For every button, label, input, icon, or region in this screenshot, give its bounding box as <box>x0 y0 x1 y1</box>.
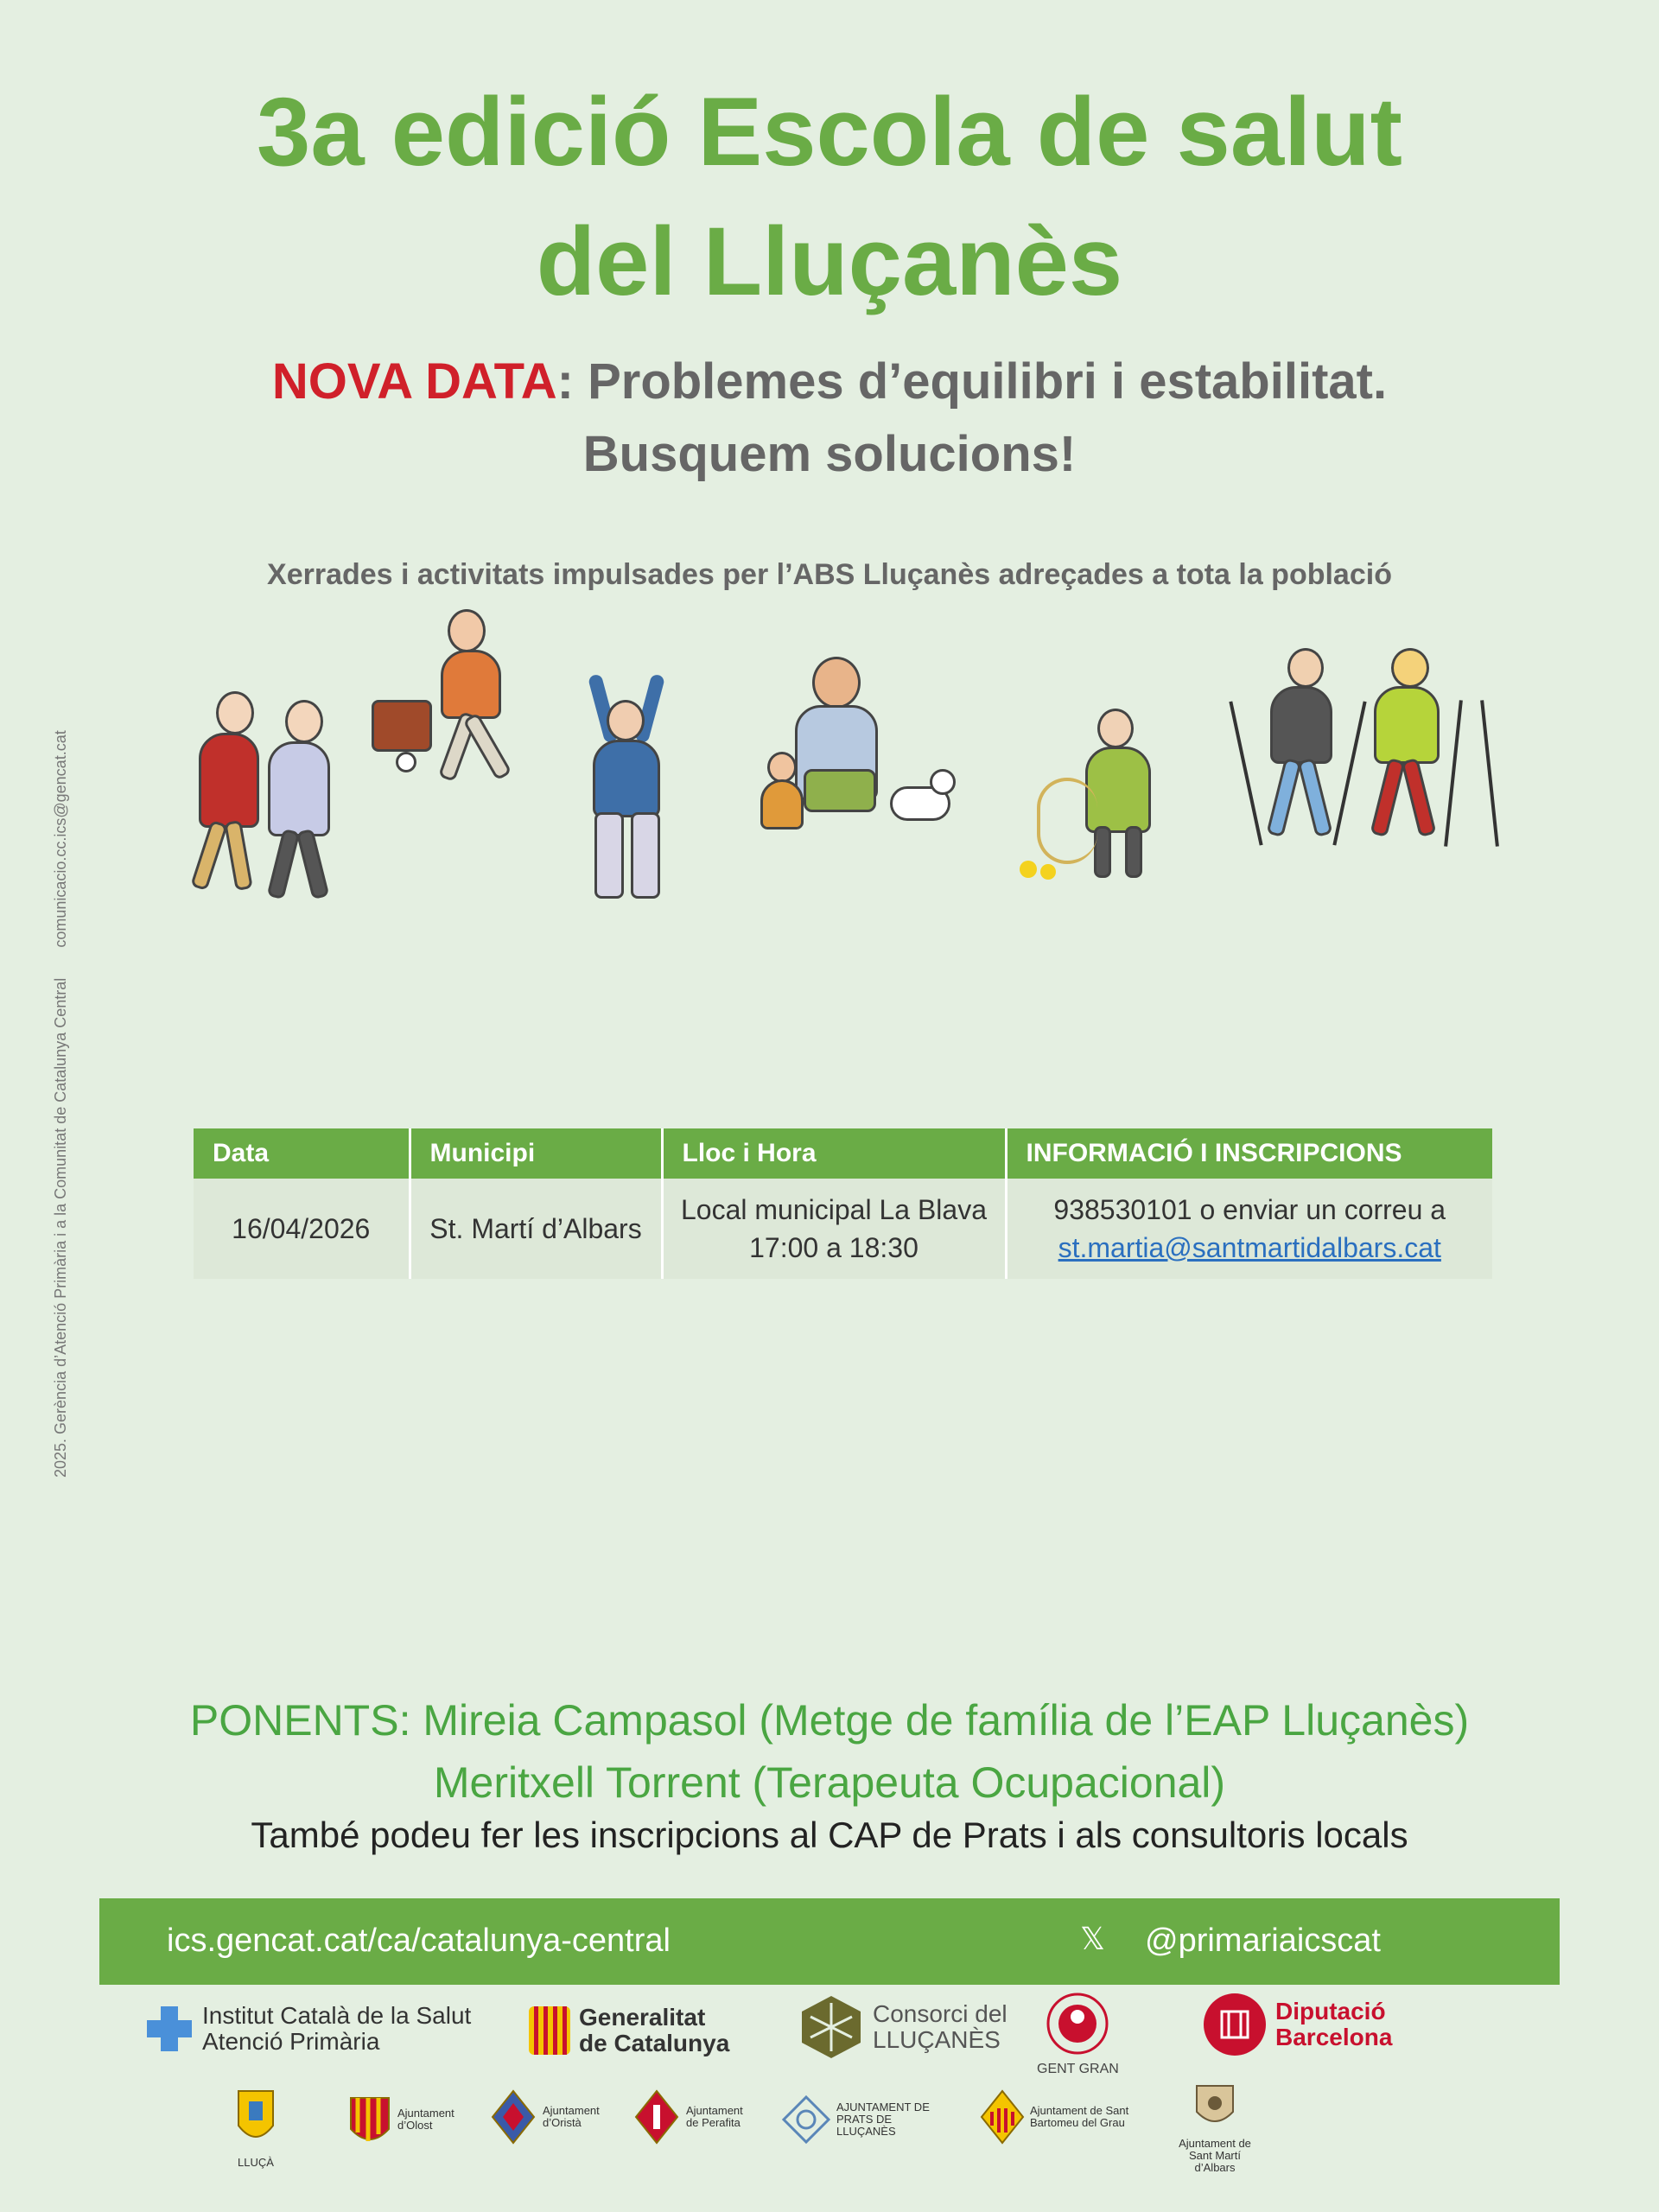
title-line-1: 3a edició Escola de salut <box>257 78 1402 186</box>
generalitat-logo <box>529 2005 729 2056</box>
activity-illustration <box>164 605 1512 933</box>
senyera-icon <box>529 2006 570 2055</box>
phone-text: 938530101 o enviar un correu a <box>1053 1194 1446 1225</box>
orista-shield-icon <box>489 2086 537 2148</box>
cell-place-time <box>662 1179 1006 1279</box>
sant-marti-shield-icon <box>1192 2081 1238 2133</box>
email-link[interactable]: st.martia@santmartidalbars.cat <box>1058 1232 1441 1263</box>
consorci-llucanes-logo <box>798 1994 1007 2060</box>
nordic-walkers-image <box>1244 648 1503 855</box>
speakers <box>0 1689 1659 1814</box>
generalitat-name-1: Generalitat <box>579 2004 706 2031</box>
gent-gran-emblem-icon <box>1039 1987 1116 2056</box>
column-header-date: Data <box>194 1128 410 1179</box>
olost-shield-icon <box>347 2089 392 2150</box>
gent-gran-text: GENT GRAN <box>1037 2062 1119 2076</box>
column-header-place-time: Lloc i Hora <box>662 1128 1006 1179</box>
prats-emblem-icon <box>781 2094 831 2145</box>
man-watering-image <box>1011 709 1192 899</box>
woman-with-child-and-dog-image <box>760 657 968 864</box>
olost-logo <box>347 2089 458 2150</box>
social-handle[interactable]: @primariaicscat <box>1145 1923 1381 1959</box>
poster-title <box>0 67 1659 327</box>
sant-marti-text: Ajuntament de Sant Martí d’Albars <box>1179 2137 1251 2174</box>
diputacio-emblem-icon <box>1203 1993 1267 2056</box>
registration-note: També podeu fer les inscripcions al CAP de Prats i als consultoris locals <box>251 1815 1408 1855</box>
woman-with-trolley-image <box>372 605 536 786</box>
new-date-label: NOVA DATA <box>271 353 557 410</box>
cell-municipality: St. Martí d’Albars <box>410 1179 662 1279</box>
diputacio-barcelona-logo <box>1203 1993 1392 2056</box>
cell-date: 16/04/2026 <box>194 1179 410 1279</box>
lluca-logo <box>230 2082 282 2169</box>
man-stretching-image <box>570 674 683 907</box>
table-header-row <box>194 1128 1492 1179</box>
lluca-text: LLUÇÀ <box>238 2156 274 2169</box>
consorci-emblem-icon <box>798 1994 864 2060</box>
subtitle-line-2: Busquem solucions! <box>582 426 1077 482</box>
ics-logo <box>145 2003 471 2055</box>
poster-subtitle <box>0 346 1659 491</box>
perafita-shield-icon <box>632 2086 681 2148</box>
ics-subname: Atenció Primària <box>202 2028 380 2055</box>
perafita-logo <box>632 2086 747 2148</box>
lluca-shield-icon <box>230 2082 282 2152</box>
column-header-municipality: Municipi <box>410 1128 662 1179</box>
consorci-name-2: LLUÇANÈS <box>873 2026 1001 2053</box>
perafita-text: Ajuntament de Perafita <box>686 2104 743 2129</box>
cross-icon <box>145 2005 194 2053</box>
sant-bartomeu-logo <box>980 2086 1129 2148</box>
schedule-table <box>194 1128 1492 1279</box>
tagline: Xerrades i activitats impulsades per l’ABS Lluçanès adreçades a tota la població <box>267 558 1392 591</box>
title-line-2: del Lluçanès <box>536 207 1123 315</box>
x-logo-icon: 𝕏 <box>1080 1921 1106 1956</box>
diputacio-name-2: Barcelona <box>1275 2024 1393 2050</box>
cell-info <box>1006 1179 1492 1279</box>
consorci-name-1: Consorci del <box>873 2000 1007 2027</box>
website-link[interactable]: ics.gencat.cat/ca/catalunya-central <box>167 1923 671 1959</box>
speaker-line-1: PONENTS: Mireia Campasol (Metge de família de l’EAP Lluçanès) <box>189 1696 1470 1745</box>
diputacio-name-1: Diputació <box>1275 1998 1386 2024</box>
footer-bar <box>99 1898 1560 1985</box>
table-row <box>194 1179 1492 1279</box>
walking-couple-image <box>181 691 354 899</box>
prats-text: AJUNTAMENT DE PRATS DE LLUÇANÈS <box>836 2101 930 2138</box>
sant-marti-albars-logo <box>1172 2081 1258 2174</box>
sant-bartomeu-shield-icon <box>980 2086 1025 2148</box>
orista-logo <box>489 2086 603 2148</box>
place-text: Local municipal La Blava <box>681 1194 987 1225</box>
olost-text: Ajuntament d’Olost <box>397 2107 454 2132</box>
time-text: 17:00 a 18:30 <box>749 1232 918 1263</box>
generalitat-name-2: de Catalunya <box>579 2030 730 2056</box>
speaker-line-2: Meritxell Torrent (Terapeuta Ocupacional) <box>433 1758 1226 1807</box>
orista-text: Ajuntament d’Oristà <box>543 2104 600 2129</box>
vertical-credit <box>52 730 70 1478</box>
sant-bartomeu-text: Ajuntament de Sant Bartomeu del Grau <box>1030 2104 1129 2129</box>
credit-text: 2025. Gerència d’Atenció Primària i a la Comunitat de Catalunya Central <box>52 977 69 1478</box>
gent-gran-logo <box>1037 1987 1119 2082</box>
ics-name: Institut Català de la Salut <box>202 2002 472 2029</box>
prats-logo <box>781 2094 940 2145</box>
credit-email: comunicacio.cc.ics@gencat.cat <box>52 730 69 948</box>
column-header-info: INFORMACIÓ I INSCRIPCIONS <box>1006 1128 1492 1179</box>
subtitle-topic: : Problemes d’equilibri i estabilitat. <box>556 353 1388 410</box>
